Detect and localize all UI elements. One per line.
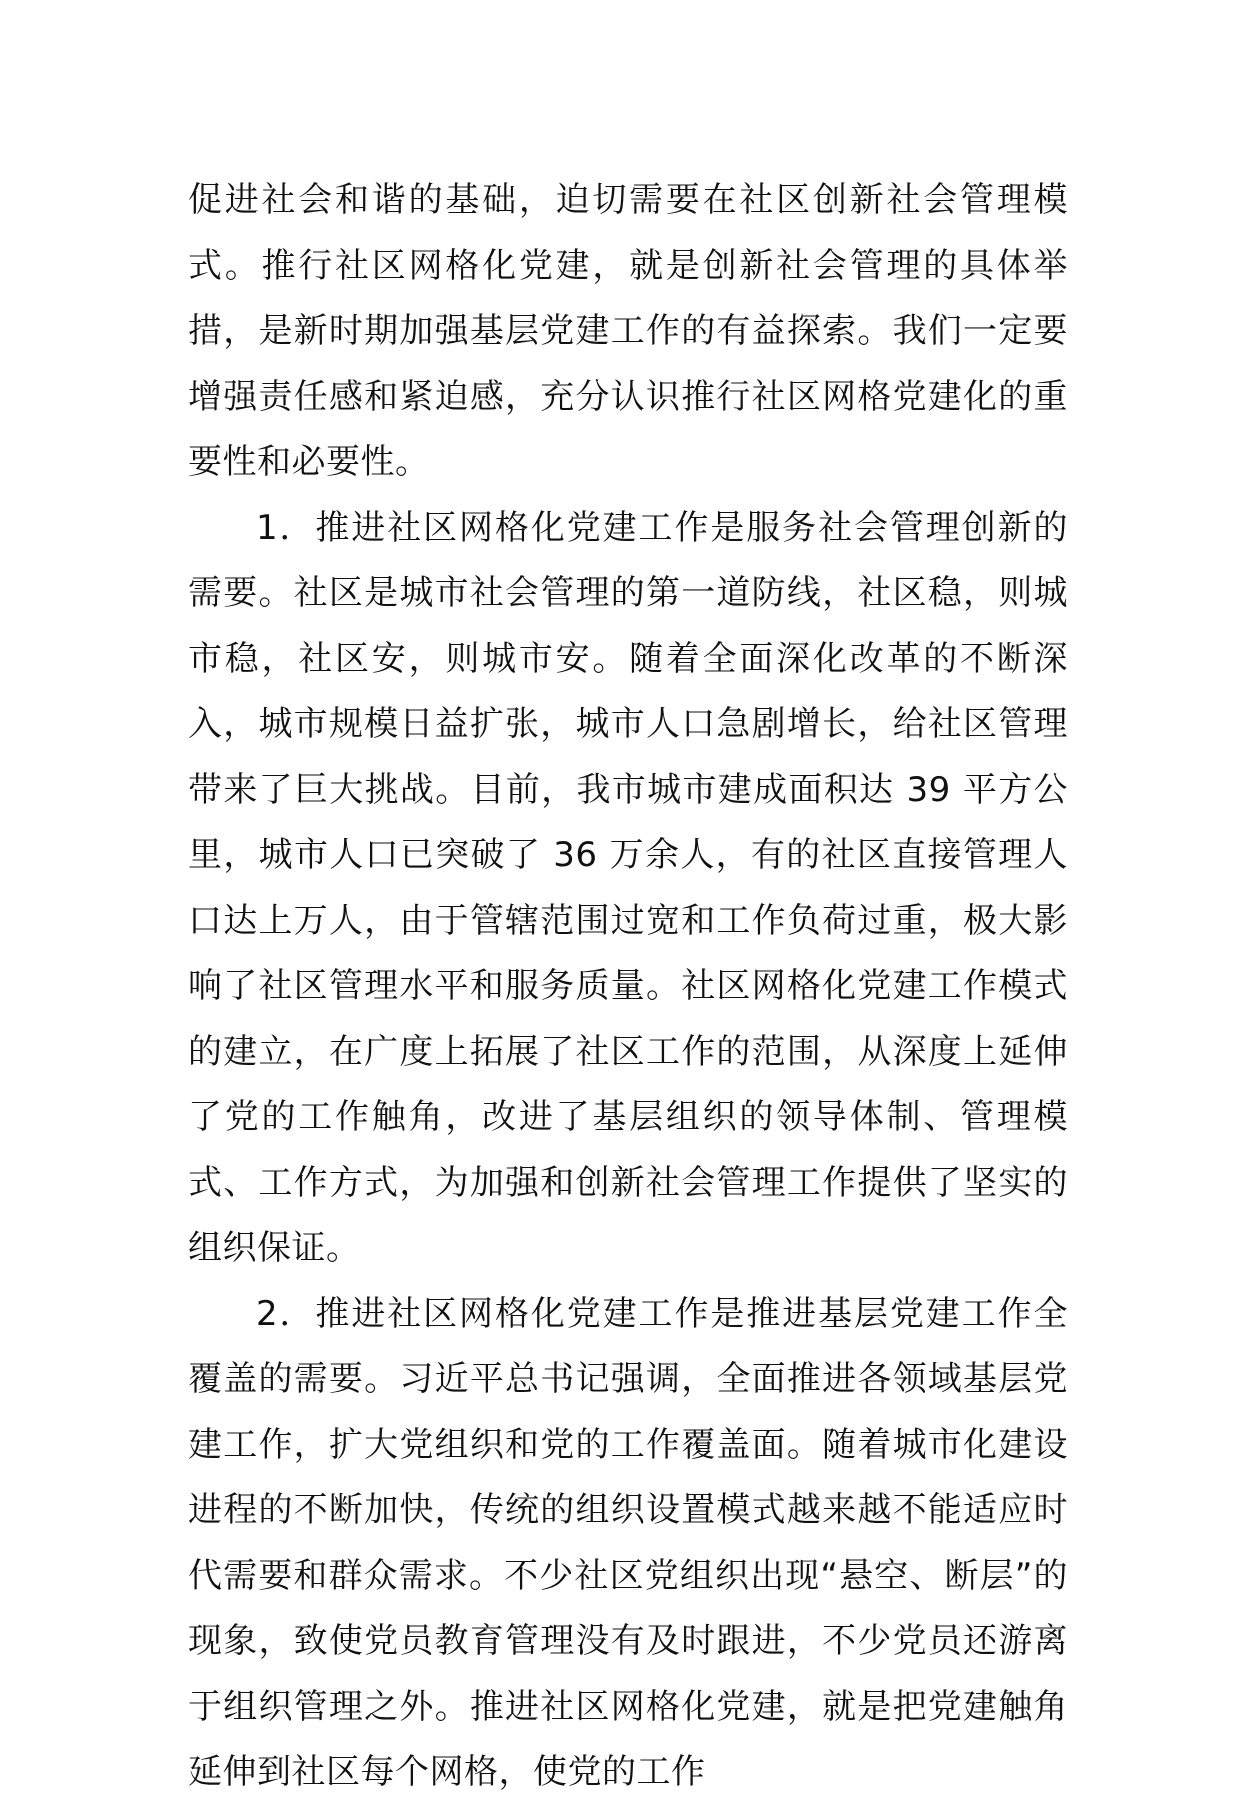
paragraph-intro: 促进社会和谐的基础，迫切需要在社区创新社会管理模式。推行社区网格化党建，就是创新社会管理的具体举措，是新时期加强基层党建工作的有益探索。我们一定要增强责任感和紧迫感，充分认识推行社区网格党建化的重要性和必要性。 [188, 180, 1068, 482]
paragraph-point-1: 1．推进社区网格化党建工作是服务社会管理创新的需要。社区是城市社会管理的第一道防线，社区稳，则城市稳，社区安，则城市安。随着全面深化改革的不断深入，城市规模日益扩张，城市人口急剧增长，给社区管理带来了巨大挑战。目前，我市城市建成面积达 39 平方公里，城市人口已突破了 36 万余人，有的社区直接管理人口达上万人，由于管辖范围过宽和工作负荷过重，极大影响了社区管理水平和服务质量。社区网格化党建工作模式的建立，在广度上拓展了社区工作的范围，从深度上延伸了党的工作触角，改进了基层组织的领导体制、管理模式、工作方式，为加强和创新社会管理工作提供了坚实的组织保证。 [188, 507, 1068, 1268]
document-body [188, 168, 1068, 1806]
paragraph-point-2: 2．推进社区网格化党建工作是推进基层党建工作全覆盖的需要。习近平总书记强调，全面推进各领域基层党建工作，扩大党组织和党的工作覆盖面。随着城市化建设进程的不断加快，传统的组织设置模式越来越不能适应时代需要和群众需求。不少社区党组织出现“悬空、断层”的现象，致使党员教育管理没有及时跟进，不少党员还游离于组织管理之外。推进社区网格化党建，就是把党建触角延伸到社区每个网格，使党的工作 [188, 1293, 1068, 1792]
